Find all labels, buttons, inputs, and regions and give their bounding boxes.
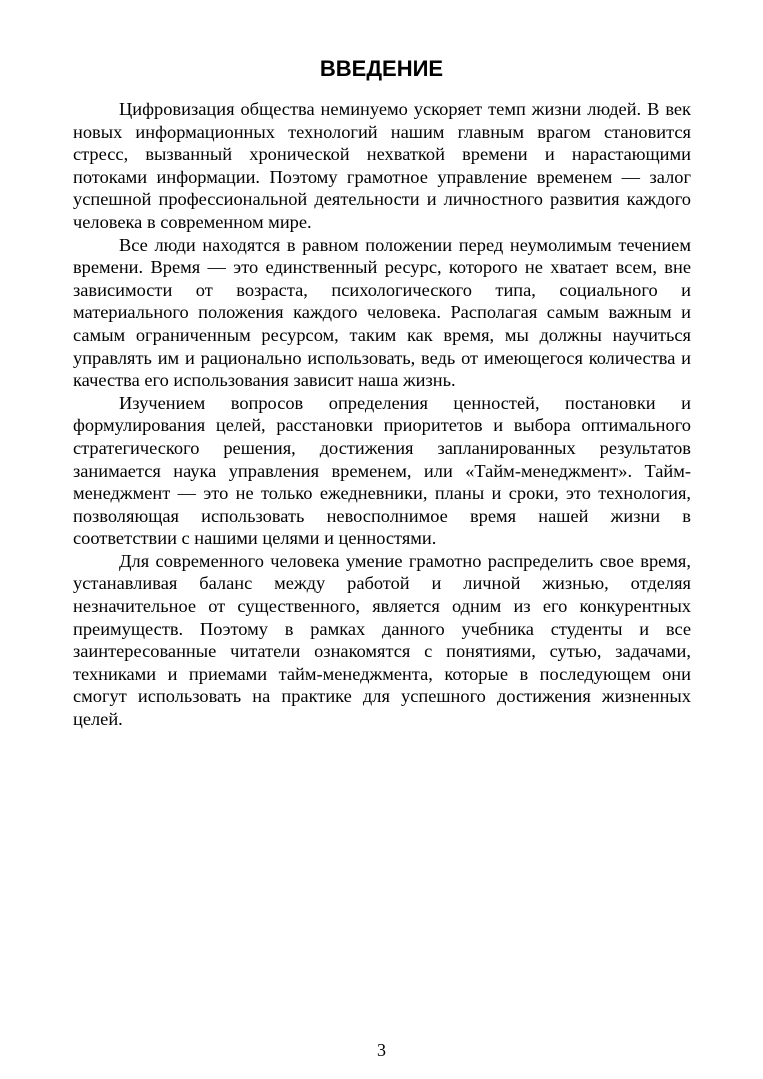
paragraph: Все люди находятся в равном положении перед неумолимым течением времени. Время — это единственный ресурс, которого не хватает всем, вне зависимости от возраста, психологического типа, социального и материального положения каждого человека. Располагая самым важным и самым ограниченным ресурсом, таким как время, мы должны научиться управлять им и рационально использовать, ведь от имеющегося количества и качества его использования зависит наша жизнь. bbox=[73, 234, 691, 391]
paragraph: Для современного человека умение грамотно распределить свое время, устанавливая баланс между работой и личной жизнью, отделяя незначительное от существенного, является одним из его конкурентных преимуществ. Поэтому в рамках данного учебника студенты и все заинтересованные читатели ознакомятся с понятиями, сутью, задачами, техниками и приемами тайм-менеджмента, которые в последующем они смогут использовать на практике для успешного достижения жизненных целей. bbox=[73, 550, 691, 730]
body-text bbox=[73, 98, 691, 731]
paragraph: Цифровизация общества неминуемо ускоряет темп жизни людей. В век новых информационных технологий нашим главным врагом становится стресс, вызванный хронической нехваткой времени и нарастающими потоками информации. Поэтому грамотное управление временем — залог успешной профессиональной деятельности и личностного развития каждого человека в современном мире. bbox=[73, 99, 691, 232]
page-number: 3 bbox=[377, 1040, 386, 1060]
page-title: ВВЕДЕНИЕ bbox=[319, 56, 444, 81]
paragraph: Изучением вопросов определения ценностей, постановки и формулирования целей, расстановки приоритетов и выбора оптимального стратегического решения, достижения запланированных результатов занимается наука управления временем, или «Тайм-менеджмент». Тайм-менеджмент — это не только ежедневники, планы и сроки, это технология, позволяющая использовать невосполнимое время нашей жизни в соответствии с нашими целями и ценностями. bbox=[73, 392, 691, 549]
